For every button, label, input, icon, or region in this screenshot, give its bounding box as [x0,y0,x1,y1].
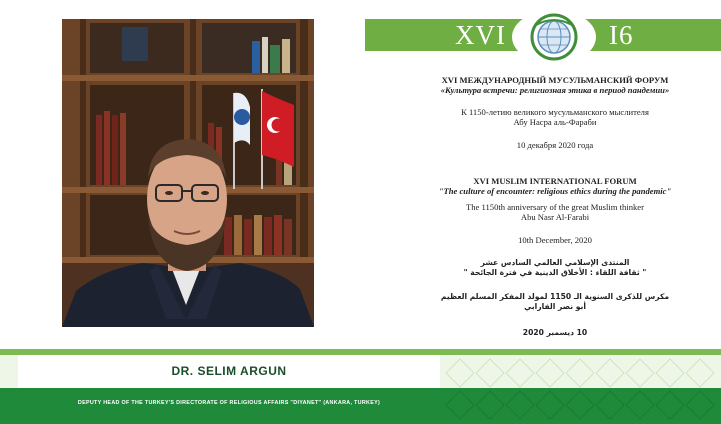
en-forum-subtitle: "The culture of encounter: religious ethics during the pandemic" [438,186,672,196]
speaker-name: DR. SELIM ARGUN [171,364,287,378]
ru-forum-subtitle: «Культура встречи: религиозная этика в период пандемии» [440,85,670,95]
banner-number: I6 [609,20,634,50]
en-anniversary-line-2: Abu Nasr Al-Farabi [520,212,590,222]
speaker-title: DEPUTY HEAD OF THE TURKEY'S DIRECTORATE OF RELIGIOUS AFFAIRS "DIYANET" (ANKARA, TURKEY) [77,400,381,406]
speaker-video-frame [62,19,314,327]
info-russian-date [400,140,710,150]
speaker-video [62,19,314,327]
ar-anniversary-line-1: مكرس للذكرى السنوية الـ 1150 لمولد المفكر المسلم العظيم [440,292,670,301]
info-russian [400,75,710,95]
ar-forum-title: المنتدى الإسلامي العالمي السادس عشر [480,258,630,267]
en-forum-title: XVI MUSLIM INTERNATIONAL FORUM [473,176,637,186]
info-arabic-date [400,328,710,338]
info-english-anniversary [400,202,710,222]
ru-forum-title: XVI МЕЖДУНАРОДНЫЙ МУСУЛЬМАНСКИЙ ФОРУМ [441,75,669,85]
ru-anniversary-line-1: К 1150-летию великого мусульманского мыслителя [461,107,649,117]
info-russian-anniversary [400,107,710,127]
info-arabic-anniversary [400,292,710,312]
info-english-date [400,235,710,245]
ar-anniversary-line-2: أبو نصر الفارابي [524,302,586,311]
en-anniversary-line-1: The 1150th anniversary of the great Muslim thinker [466,202,644,212]
info-english [400,176,710,196]
info-arabic [400,258,710,278]
ar-forum-subtitle: " ثقافة اللقاء : الأخلاق الدينية في فترة الجائحة " [463,268,647,277]
ru-anniversary-line-2: Абу Насра аль-Фараби [513,117,597,127]
forum-logo-icon [510,9,598,65]
banner-roman-numeral: XVI [455,20,506,50]
ar-date: 10 ديسمبر 2020 [522,328,588,337]
en-date: 10th December, 2020 [518,235,592,245]
ru-date: 10 декабря 2020 года [516,140,594,150]
